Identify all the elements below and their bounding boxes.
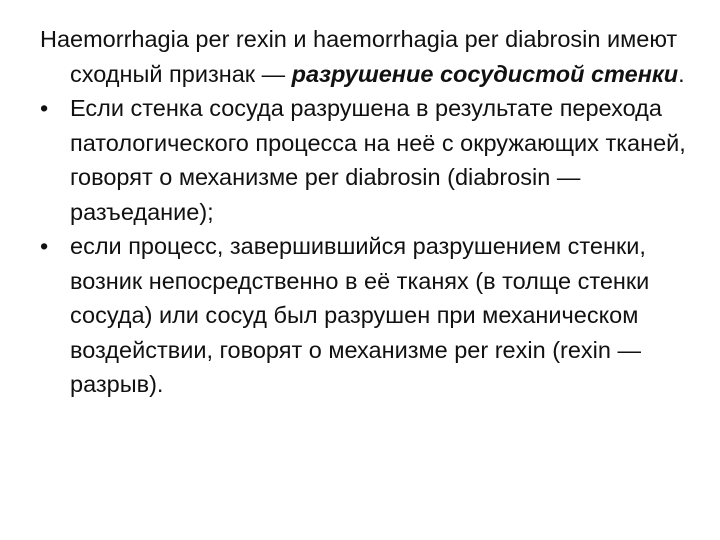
bullet-text-2: если процесс, завершившийся разрушением стенки, возник непосредственно в её тканях (в толще стенки сосуда) или сосуд был разрушен при механическом воздействии, говорят о механизме per rexin (rexin — разрыв). (70, 233, 650, 397)
bullet-icon: • (40, 95, 49, 121)
intro-emphasis: разрушение сосудистой стенки (291, 60, 679, 87)
slide-text-body (40, 22, 710, 402)
intro-period: . (678, 60, 685, 87)
intro-text: Haemorrhagia per rexin и haemorrhagia per diabrosin имеют сходный признак — (40, 26, 678, 87)
bullet-item-2 (40, 229, 710, 402)
bullet-icon: • (40, 233, 49, 259)
intro-paragraph (40, 22, 710, 91)
bullet-item-1 (40, 91, 710, 229)
bullet-text-1: Если стенка сосуда разрушена в результате перехода патологического процесса на неё с окружающих тканей, говорят о механизме per diabrosin (diabrosin — разъедание); (70, 95, 686, 225)
